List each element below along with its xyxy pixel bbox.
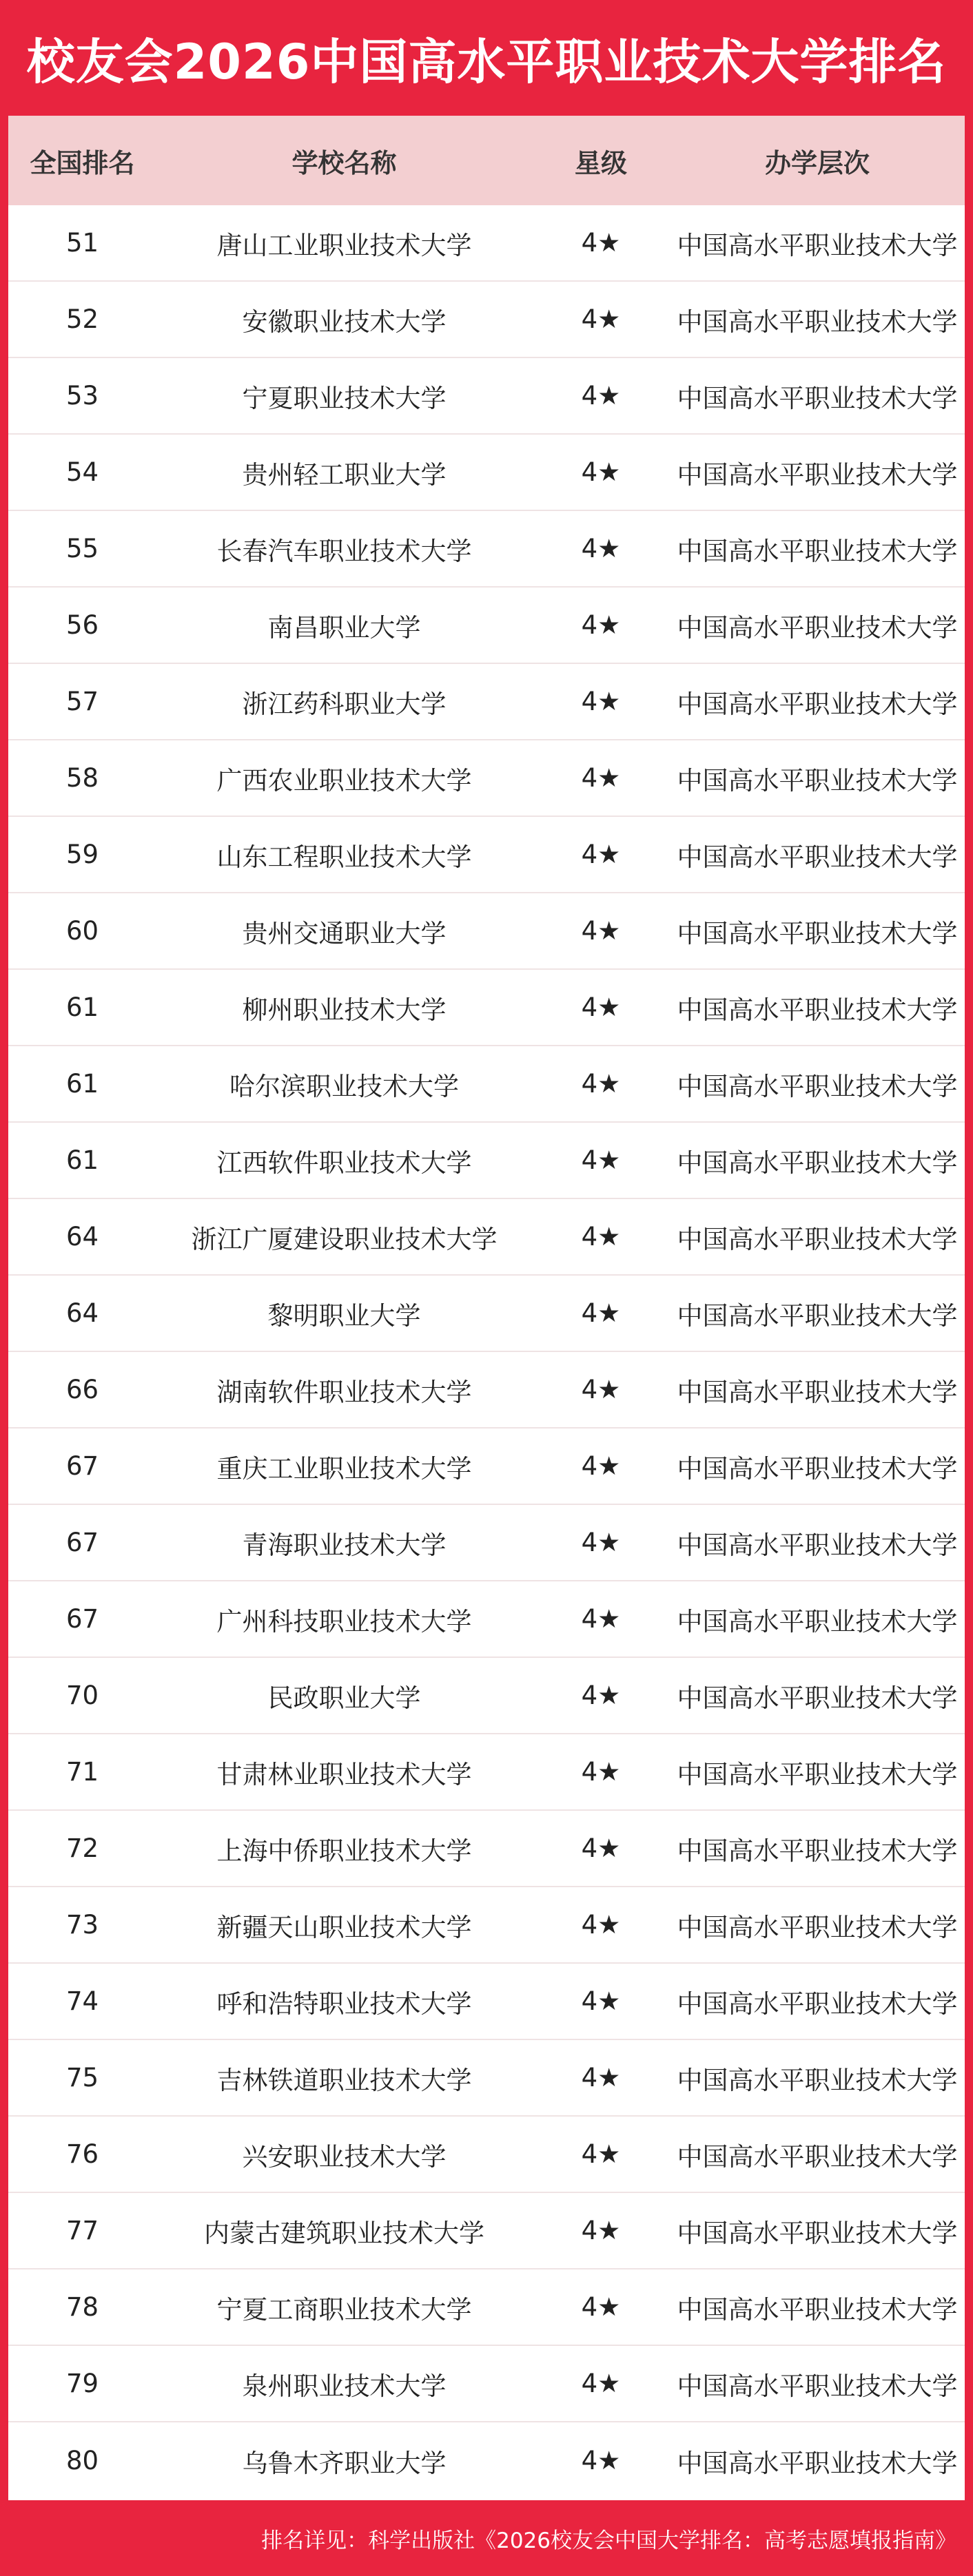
star-level-cell: 4★ — [581, 610, 621, 640]
rank-cell: 56 — [65, 610, 99, 640]
star-level-cell: 4★ — [581, 916, 621, 946]
table-row — [8, 1046, 965, 1123]
school-name-cell: 青海职业技术大学 — [242, 1530, 447, 1560]
school-level-cell: 中国高水平职业技术大学 — [677, 2141, 958, 2172]
school-level-cell: 中国高水平职业技术大学 — [677, 1836, 958, 1866]
rank-cell: 66 — [65, 1375, 99, 1404]
page-title: 校友会2026中国高水平职业技术大学排名 — [26, 33, 947, 90]
star-level-cell: 4★ — [581, 1375, 621, 1404]
school-level-cell: 中国高水平职业技术大学 — [677, 918, 958, 948]
school-level-cell: 中国高水平职业技术大学 — [677, 765, 958, 796]
school-level-cell: 中国高水平职业技术大学 — [677, 1759, 958, 1789]
rank-cell: 67 — [65, 1528, 99, 1557]
school-name-cell: 浙江药科职业大学 — [242, 689, 447, 719]
table-row — [8, 588, 965, 664]
star-level-cell: 4★ — [581, 1451, 621, 1481]
school-name-cell: 贵州交通职业大学 — [242, 918, 447, 948]
school-name-cell: 南昌职业大学 — [267, 612, 421, 643]
school-level-cell: 中国高水平职业技术大学 — [677, 307, 958, 337]
school-level-cell: 中国高水平职业技术大学 — [677, 1683, 958, 1713]
rank-cell: 71 — [65, 1757, 99, 1787]
school-name-cell: 山东工程职业技术大学 — [216, 842, 472, 872]
school-level-cell: 中国高水平职业技术大学 — [677, 383, 958, 413]
school-level-cell: 中国高水平职业技术大学 — [677, 1530, 958, 1560]
table-row — [8, 2346, 965, 2422]
table-row — [8, 1352, 965, 1429]
school-level-cell: 中国高水平职业技术大学 — [677, 2371, 958, 2401]
table-row — [8, 1734, 965, 1811]
school-level-cell: 中国高水平职业技术大学 — [677, 459, 958, 490]
school-name-cell: 广西农业职业技术大学 — [216, 765, 472, 796]
rank-cell: 67 — [65, 1451, 99, 1481]
school-level-cell: 中国高水平职业技术大学 — [677, 689, 958, 719]
table-row — [8, 205, 965, 282]
rank-cell: 76 — [65, 2139, 99, 2169]
school-level-cell: 中国高水平职业技术大学 — [677, 2218, 958, 2248]
rank-cell: 72 — [65, 1834, 99, 1863]
school-level-cell: 中国高水平职业技术大学 — [677, 1912, 958, 1942]
rank-cell: 59 — [65, 840, 99, 869]
rank-cell: 74 — [65, 1986, 99, 2016]
school-level-cell: 中国高水平职业技术大学 — [677, 995, 958, 1025]
rank-cell: 54 — [65, 457, 99, 487]
rank-cell: 51 — [65, 228, 99, 258]
table-row — [8, 893, 965, 970]
column-header-rank: 全国排名 — [30, 147, 135, 178]
star-level-cell: 4★ — [581, 1222, 621, 1251]
star-level-cell: 4★ — [581, 1681, 621, 1710]
table-row — [8, 1123, 965, 1199]
school-name-cell: 泉州职业技术大学 — [242, 2371, 447, 2401]
school-level-cell: 中国高水平职业技术大学 — [677, 1300, 958, 1331]
rank-cell: 80 — [65, 2446, 99, 2475]
table-row — [8, 817, 965, 893]
star-level-cell: 4★ — [581, 1604, 621, 1634]
rank-cell: 61 — [65, 1145, 99, 1175]
star-level-cell: 4★ — [581, 1910, 621, 1940]
school-name-cell: 民政职业大学 — [267, 1683, 421, 1713]
rank-cell: 53 — [65, 381, 99, 411]
school-name-cell: 重庆工业职业技术大学 — [216, 1453, 472, 1484]
rank-cell: 67 — [65, 1604, 99, 1634]
school-level-cell: 中国高水平职业技术大学 — [677, 230, 958, 260]
table-row — [8, 282, 965, 358]
school-name-cell: 贵州轻工职业大学 — [242, 459, 447, 490]
school-name-cell: 长春汽车职业技术大学 — [216, 536, 472, 566]
school-name-cell: 吉林铁道职业技术大学 — [216, 2065, 472, 2095]
rank-cell: 55 — [65, 534, 99, 563]
rank-cell: 60 — [65, 916, 99, 946]
school-level-cell: 中国高水平职业技术大学 — [677, 612, 958, 643]
star-level-cell: 4★ — [581, 1145, 621, 1175]
rank-cell: 75 — [65, 2063, 99, 2092]
rank-cell: 64 — [65, 1222, 99, 1251]
rank-cell: 64 — [65, 1298, 99, 1328]
star-level-cell: 4★ — [581, 687, 621, 716]
rank-cell: 52 — [65, 304, 99, 334]
school-name-cell: 江西软件职业技术大学 — [216, 1147, 472, 1178]
star-level-cell: 4★ — [581, 840, 621, 869]
column-header-star-level: 星级 — [574, 147, 627, 178]
table-row — [8, 2422, 965, 2499]
source-note: 排名详见：科学出版社《2026校友会中国大学排名：高考志愿填报指南》 — [261, 2528, 956, 2553]
star-level-cell: 4★ — [581, 2292, 621, 2322]
school-name-cell: 唐山工业职业技术大学 — [216, 230, 472, 260]
school-level-cell: 中国高水平职业技术大学 — [677, 2065, 958, 2095]
table-row — [8, 2193, 965, 2269]
school-level-cell: 中国高水平职业技术大学 — [677, 2448, 958, 2478]
star-level-cell: 4★ — [581, 2446, 621, 2475]
rank-cell: 61 — [65, 993, 99, 1022]
rank-cell: 77 — [65, 2216, 99, 2245]
star-level-cell: 4★ — [581, 1069, 621, 1099]
rank-cell: 73 — [65, 1910, 99, 1940]
school-name-cell: 浙江广厦建设职业技术大学 — [191, 1224, 498, 1254]
star-level-cell: 4★ — [581, 1757, 621, 1787]
rank-cell: 79 — [65, 2369, 99, 2398]
school-name-cell: 宁夏职业技术大学 — [242, 383, 447, 413]
table-row — [8, 1276, 965, 1352]
rank-cell: 57 — [65, 687, 99, 716]
school-name-cell: 宁夏工商职业技术大学 — [216, 2294, 472, 2325]
table-row — [8, 1658, 965, 1734]
school-name-cell: 黎明职业大学 — [267, 1300, 421, 1331]
star-level-cell: 4★ — [581, 2139, 621, 2169]
school-name-cell: 湖南软件职业技术大学 — [216, 1377, 472, 1407]
column-header-school-level: 办学层次 — [764, 147, 870, 178]
star-level-cell: 4★ — [581, 2063, 621, 2092]
table-row — [8, 1505, 965, 1581]
school-name-cell: 兴安职业技术大学 — [242, 2141, 447, 2172]
star-level-cell: 4★ — [581, 993, 621, 1022]
school-level-cell: 中国高水平职业技术大学 — [677, 842, 958, 872]
school-level-cell: 中国高水平职业技术大学 — [677, 1988, 958, 2019]
star-level-cell: 4★ — [581, 457, 621, 487]
school-level-cell: 中国高水平职业技术大学 — [677, 536, 958, 566]
star-level-cell: 4★ — [581, 2216, 621, 2245]
school-level-cell: 中国高水平职业技术大学 — [677, 1377, 958, 1407]
star-level-cell: 4★ — [581, 381, 621, 411]
table-body — [8, 205, 965, 2499]
ranking-table — [8, 116, 965, 2500]
table-header — [8, 116, 965, 205]
table-row — [8, 1581, 965, 1658]
table-row — [8, 664, 965, 740]
school-level-cell: 中国高水平职业技术大学 — [677, 1453, 958, 1484]
school-name-cell: 新疆天山职业技术大学 — [216, 1912, 472, 1942]
table-row — [8, 2269, 965, 2346]
rank-cell: 78 — [65, 2292, 99, 2322]
star-level-cell: 4★ — [581, 1298, 621, 1328]
column-header-school-name: 学校名称 — [291, 147, 397, 178]
table-row — [8, 2117, 965, 2193]
school-name-cell: 广州科技职业技术大学 — [216, 1606, 472, 1637]
table-row — [8, 435, 965, 511]
table-row — [8, 1429, 965, 1505]
school-name-cell: 甘肃林业职业技术大学 — [216, 1759, 472, 1789]
table-row — [8, 740, 965, 817]
table-row — [8, 1199, 965, 1276]
school-name-cell: 安徽职业技术大学 — [242, 307, 447, 337]
school-name-cell: 乌鲁木齐职业大学 — [242, 2448, 447, 2478]
rank-cell: 61 — [65, 1069, 99, 1099]
table-row — [8, 1964, 965, 2040]
table-row — [8, 970, 965, 1046]
star-level-cell: 4★ — [581, 763, 621, 793]
school-name-cell: 内蒙古建筑职业技术大学 — [204, 2218, 484, 2248]
school-level-cell: 中国高水平职业技术大学 — [677, 1224, 958, 1254]
star-level-cell: 4★ — [581, 2369, 621, 2398]
school-name-cell: 柳州职业技术大学 — [242, 995, 447, 1025]
star-level-cell: 4★ — [581, 228, 621, 258]
table-row — [8, 358, 965, 435]
school-level-cell: 中国高水平职业技术大学 — [677, 1147, 958, 1178]
star-level-cell: 4★ — [581, 1834, 621, 1863]
table-row — [8, 511, 965, 588]
school-name-cell: 哈尔滨职业技术大学 — [229, 1071, 459, 1101]
school-name-cell: 上海中侨职业技术大学 — [216, 1836, 472, 1866]
rank-cell: 70 — [65, 1681, 99, 1710]
star-level-cell: 4★ — [581, 1528, 621, 1557]
star-level-cell: 4★ — [581, 534, 621, 563]
school-level-cell: 中国高水平职业技术大学 — [677, 2294, 958, 2325]
star-level-cell: 4★ — [581, 304, 621, 334]
school-level-cell: 中国高水平职业技术大学 — [677, 1071, 958, 1101]
table-row — [8, 1887, 965, 1964]
school-name-cell: 呼和浩特职业技术大学 — [216, 1988, 472, 2019]
school-level-cell: 中国高水平职业技术大学 — [677, 1606, 958, 1637]
star-level-cell: 4★ — [581, 1986, 621, 2016]
table-row — [8, 1811, 965, 1887]
rank-cell: 58 — [65, 763, 99, 793]
table-row — [8, 2040, 965, 2117]
